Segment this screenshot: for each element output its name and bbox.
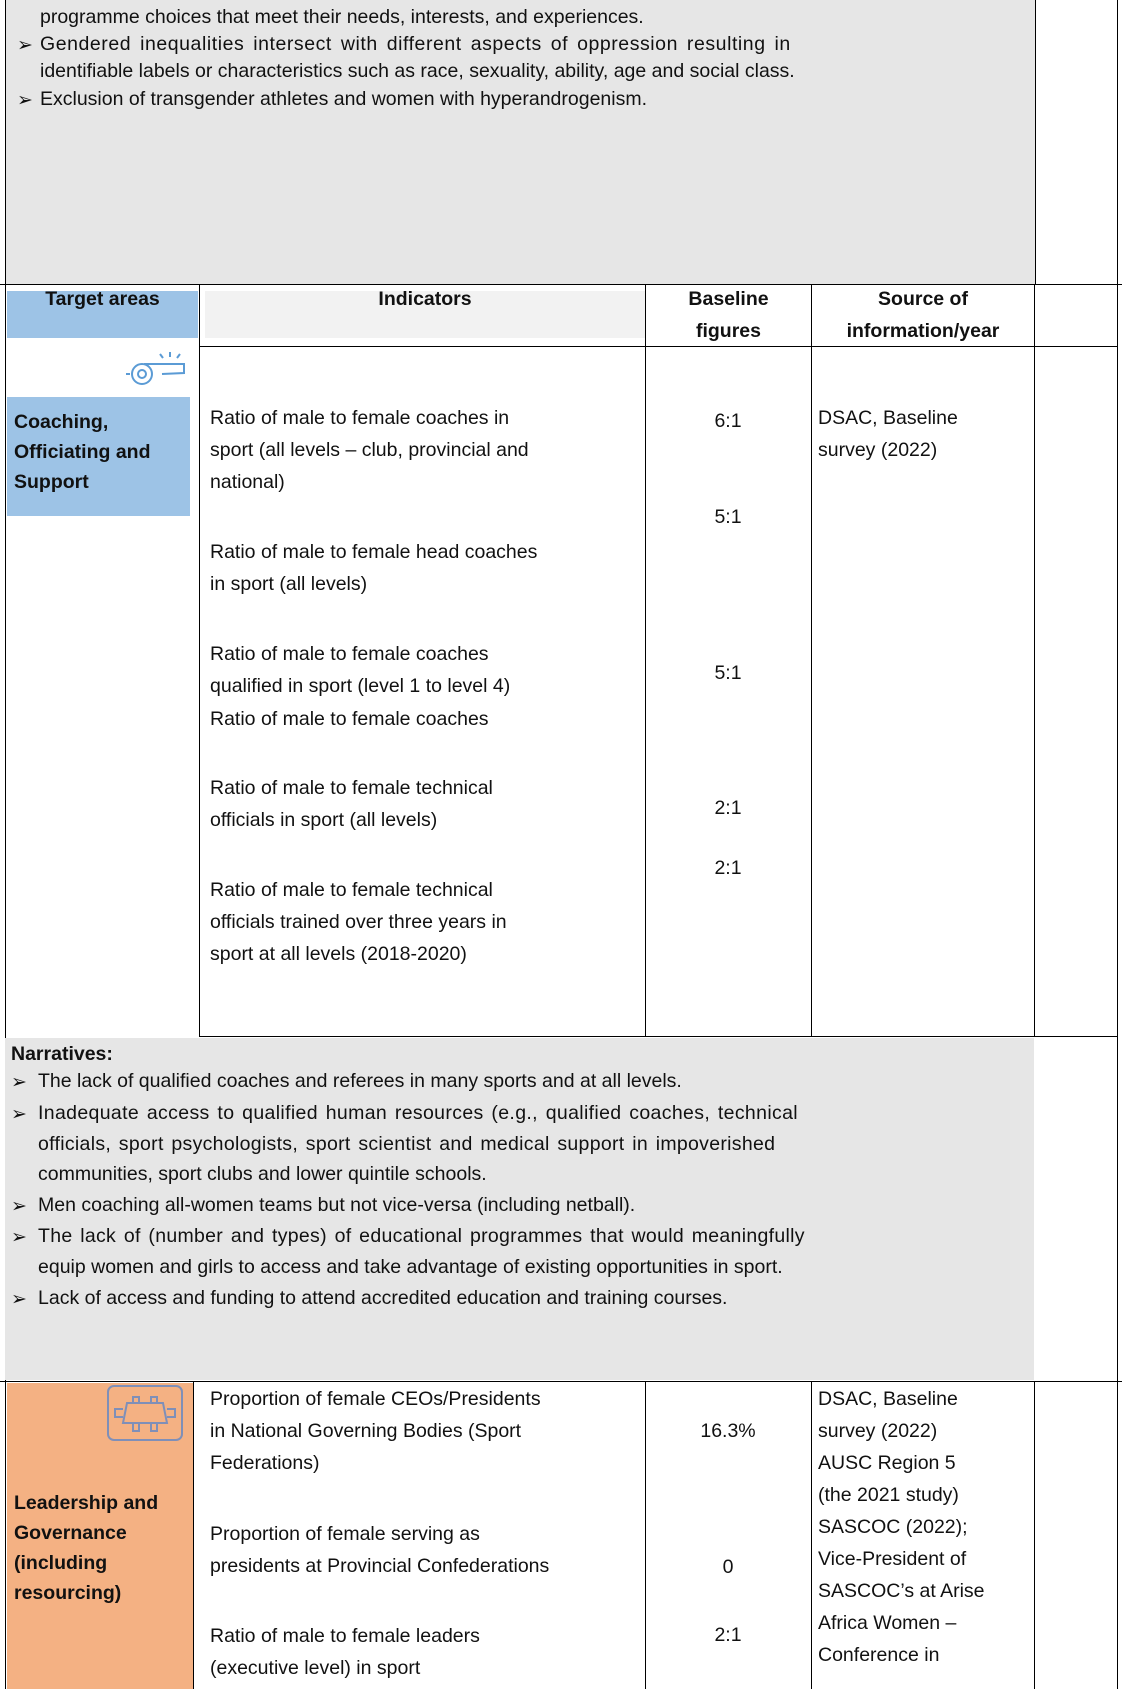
table-rule [0,1381,1122,1382]
narrative-line: Lack of access and funding to attend accredited education and training courses. [38,1287,728,1309]
header-indicators: Indicators [378,288,472,310]
indicator-text: officials in sport (all levels) [210,809,438,831]
source-text: (the 2021 study) [818,1484,959,1506]
indicator-text: national) [210,471,285,493]
header-baseline: Baseline [688,288,769,310]
source-text: survey (2022) [818,1420,938,1442]
baseline-value: 6:1 [714,410,742,432]
indicator-text: Ratio of male to female head coaches [210,541,538,563]
header-baseline: figures [695,320,761,342]
baseline-value: 5:1 [714,506,742,528]
indicator-text: Proportion of female serving as [210,1523,480,1545]
bullet-arrow-icon: ➢ [11,1072,27,1093]
indicator-text: sport at all levels (2018-2020) [210,943,467,965]
narratives-title: Narratives: [11,1043,113,1065]
indicator-text: (executive level) in sport [210,1657,421,1679]
indicator-text: sport (all levels – club, provincial and [210,439,529,461]
table-rule [5,284,6,1689]
baseline-value: 5:1 [714,662,742,684]
baseline-value: 0 [722,1556,734,1578]
indicator-text: Ratio of male to female technical [210,777,493,799]
table-rule [0,284,1122,285]
indicator-text: qualified in sport (level 1 to level 4) [210,675,511,697]
baseline-value: 2:1 [714,857,742,879]
target-area-leadership-label: (including [14,1552,108,1574]
indicator-text: Ratio of male to female coaches [210,643,489,665]
baseline-value: 16.3% [700,1420,756,1442]
narrative-line: Gendered inequalities intersect with different aspects of oppression resulting in [40,33,791,55]
source-text: survey (2022) [818,439,938,461]
indicator-text: Proportion of female CEOs/Presidents [210,1388,541,1410]
table-rule [1034,1381,1035,1689]
indicator-text: Ratio of male to female leaders [210,1625,480,1647]
table-rule [193,1381,194,1689]
indicator-text: Ratio of male to female coaches in [210,407,510,429]
header-source: Source of [878,288,968,310]
indicator-text: presidents at Provincial Confederations [210,1555,550,1577]
indicator-text: Ratio of male to female coaches [210,708,489,730]
target-area-coaching-label: Support [14,471,89,493]
table-rule [199,284,200,1036]
bullet-arrow-icon: ➢ [17,35,33,56]
target-area-leadership-label: Governance [14,1522,127,1544]
table-rule [199,346,1117,347]
indicator-text: Federations) [210,1452,320,1474]
narrative-line: The lack of qualified coaches and referees in many sports and at all levels. [38,1070,682,1092]
table-rule [199,1036,1117,1037]
table-rule [645,1381,646,1689]
narrative-line: equip women and girls to access and take advantage of existing opportunities in sport. [38,1256,783,1278]
narrative-line: identifiable labels or characteristics such as race, sexuality, ability, age and social class. [40,60,795,82]
bullet-arrow-icon: ➢ [11,1196,27,1217]
table-rule [1034,284,1035,1036]
bullet-arrow-icon: ➢ [11,1227,27,1248]
whistle-icon [122,347,198,395]
table-outer-border [1117,0,1118,1689]
bullet-arrow-icon: ➢ [11,1289,27,1310]
source-text: DSAC, Baseline [818,407,958,429]
narrative-line: Inadequate access to qualified human resources (e.g., qualified coaches, technical [38,1102,798,1124]
narrative-line: officials, sport psychologists, sport scientist and medical support in impoverished [38,1133,776,1155]
table-rule [811,284,812,1036]
indicator-text: in sport (all levels) [210,573,368,595]
indicator-text: in National Governing Bodies (Sport [210,1420,522,1442]
header-target-areas: Target areas [45,288,160,310]
table-rule [645,284,646,1036]
target-area-leadership-label: Leadership and [14,1492,159,1514]
table-rule [811,1381,812,1689]
target-area-leadership-label: resourcing) [14,1582,122,1604]
source-text: Vice-President of [818,1548,967,1570]
narrative-line: Exclusion of transgender athletes and women with hyperandrogenism. [40,88,648,110]
indicator-text: officials trained over three years in [210,911,507,933]
bullet-arrow-icon: ➢ [17,90,33,111]
meeting-table-icon [107,1385,183,1441]
baseline-value: 2:1 [714,797,742,819]
narrative-line: programme choices that meet their needs, interests, and experiences. [40,6,644,28]
narrative-line: Men coaching all-women teams but not vice-versa (including netball). [38,1194,636,1216]
previous-narrative-block [5,0,1036,284]
bullet-arrow-icon: ➢ [11,1104,27,1125]
source-text: SASCOC’s at Arise [818,1580,985,1602]
source-text: Conference in [818,1644,940,1666]
source-text: DSAC, Baseline [818,1388,958,1410]
source-text: AUSC Region 5 [818,1452,956,1474]
narrative-line: The lack of (number and types) of educational programmes that would meaningfully [38,1225,805,1247]
header-source: information/year [846,320,1000,342]
target-area-coaching-label: Coaching, [14,411,109,433]
target-area-coaching-label: Officiating and [14,441,151,463]
source-text: SASCOC (2022); [818,1516,968,1538]
source-text: Africa Women – [818,1612,957,1634]
baseline-value: 2:1 [714,1624,742,1646]
indicator-text: Ratio of male to female technical [210,879,493,901]
narrative-line: communities, sport clubs and lower quintile schools. [38,1163,487,1185]
